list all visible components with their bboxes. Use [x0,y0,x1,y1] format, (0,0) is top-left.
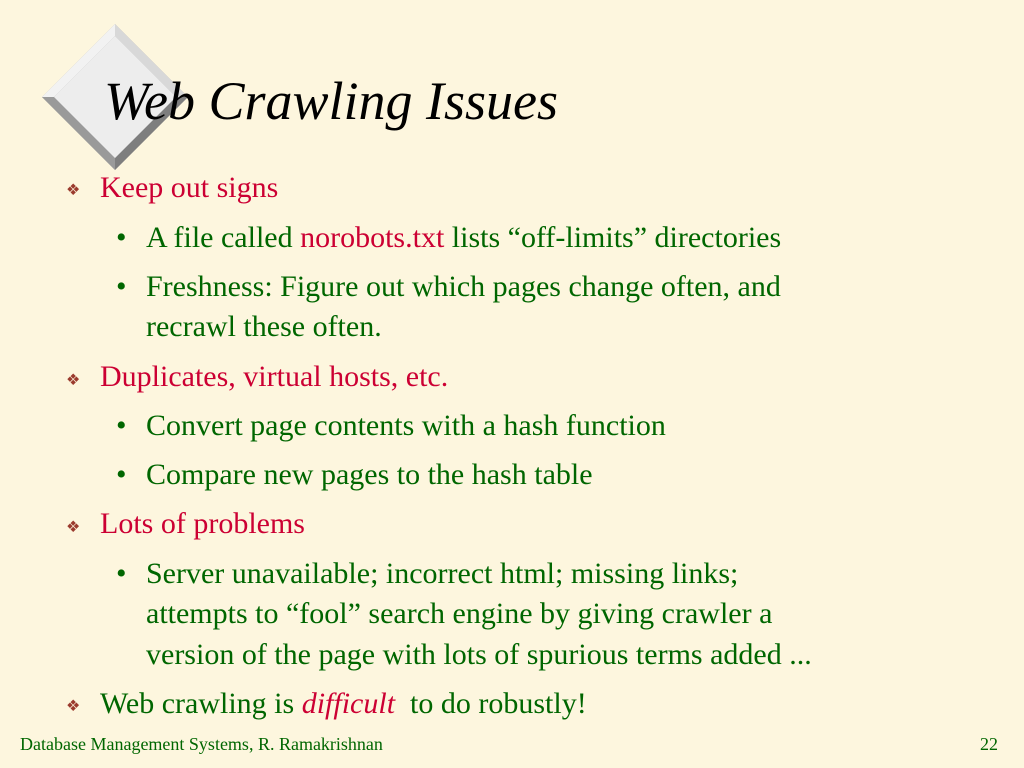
sub-bullet-convert: Convert page contents with a hash function [146,409,666,442]
sub-bullet-marker-icon: • [116,458,127,491]
bullet-marker-icon: ❖ [66,519,81,536]
sub-bullet-marker-icon: • [116,270,127,303]
norobots-highlight: norobots.txt [300,221,445,254]
bullet-difficult-post: to do robustly! [395,687,587,720]
bullet-difficult-pre: Web crawling is [100,687,302,720]
bullet-duplicates: Duplicates, virtual hosts, etc. [100,360,449,393]
sub-bullet-server-line2: attempts to “fool” search engine by giving crawler a [146,597,773,630]
sub-bullet-norobots-pre: A file called [146,221,301,254]
bullet-keep-out-signs: Keep out signs [100,171,279,204]
bullet-marker-icon: ❖ [66,372,81,389]
page-number: 22 [980,734,998,754]
bullet-marker-icon: ❖ [66,698,81,715]
sub-bullet-norobots-post: lists “off-limits” directories [444,221,782,254]
footer-credit: Database Management Systems, R. Ramakrishnan [20,734,383,754]
bullet-web-crawling-difficult [100,684,587,724]
sub-bullet-freshness-line1: Freshness: Figure out which pages change often, and [146,270,781,303]
sub-bullet-freshness-line2: recrawl these often. [146,310,382,343]
sub-bullet-norobots [146,218,781,258]
sub-bullet-server-line3: version of the page with lots of spurious terms added ... [146,638,812,671]
bullet-marker-icon: ❖ [66,182,81,199]
sub-bullet-server-line1: Server unavailable; incorrect html; missing links; [146,557,739,590]
sub-bullet-marker-icon: • [116,557,127,590]
slide-title: Web Crawling Issues [104,71,559,131]
bullet-lots-of-problems: Lots of problems [100,507,305,540]
sub-bullet-marker-icon: • [116,221,127,254]
sub-bullet-compare: Compare new pages to the hash table [146,458,593,491]
sub-bullet-marker-icon: • [116,409,127,442]
difficult-highlight: difficult [301,687,396,720]
